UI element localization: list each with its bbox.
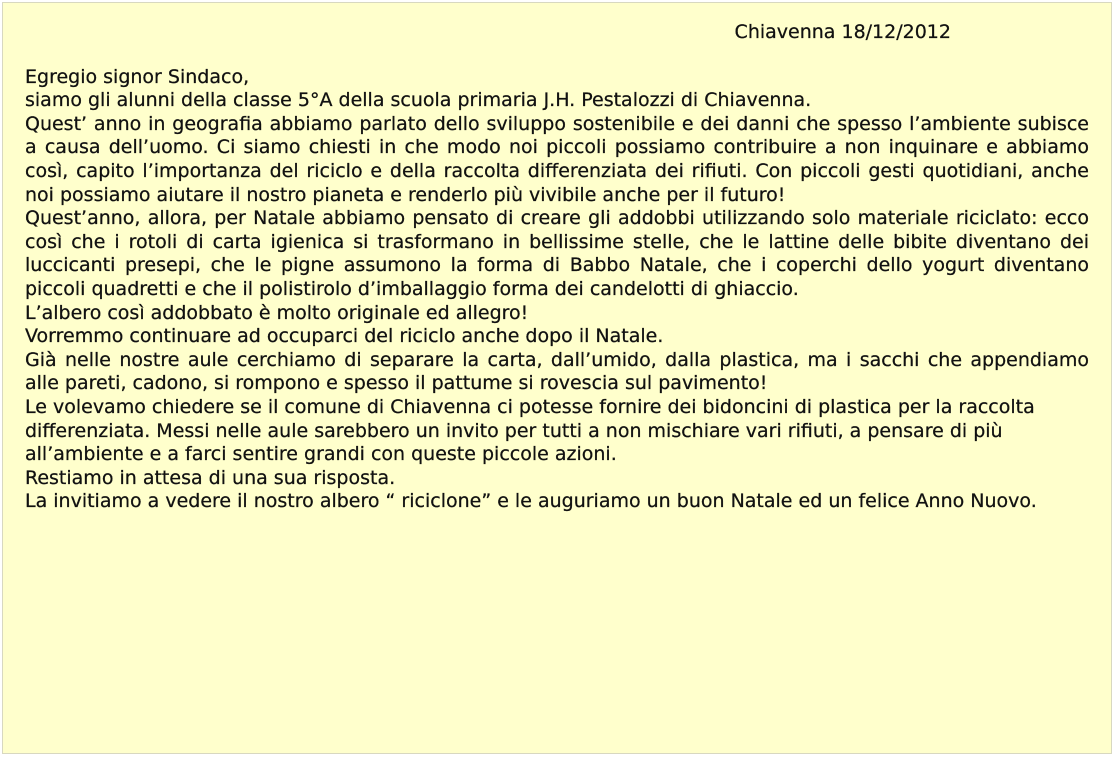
letter-date: Chiavenna 18/12/2012 — [734, 21, 951, 43]
letter-paragraph-tree: L’albero così addobbato è molto originale ed allegro! — [25, 301, 529, 324]
letter-paragraph-closing: La invitiamo a vedere il nostro albero “ riciclone” e le auguriamo un buon Natale ed un felice Anno Nuovo. — [25, 490, 1037, 513]
letter-salutation: Egregio signor Sindaco, — [25, 65, 250, 88]
letter-paragraph-classrooms: Già nelle nostre aule cerchiamo di separare la carta, dall’umido, dalla plastica, ma i sacchi che appendiamo alle pareti, cadono, si rompono e spesso il pattume si rovescia sul pavimento! — [25, 348, 1089, 395]
letter-paragraph-decorations: Quest’anno, allora, per Natale abbiamo pensato di creare gli addobbi utilizzando solo materiale riciclato: ecco così che i rotoli di carta igienica si trasformano in bellissime stelle, che le lattine delle bibite diventano dei luccicanti presepi, che le pigne assumono la forma di Babbo Natale, che i coperchi dello yogurt diventano piccoli quadretti e che il polistirolo d’imballaggio forma dei candelotti di ghiaccio. — [25, 207, 1089, 300]
letter-paragraph-awaiting: Restiamo in attesa di una sua risposta. — [25, 466, 396, 489]
letter-paragraph-geography: Quest’ anno in geografia abbiamo parlato dello sviluppo sostenibile e dei danni che spesso l’ambiente subisce a causa dell’uomo. Ci siamo chiesti in che modo noi piccoli possiamo contribuire a non inquinare e abbiamo così, capito l’importanza del riciclo e della raccolta differenziata dei rifiuti. Con piccoli gesti quotidiani, anche noi possiamo aiutare il nostro pianeta e renderlo più vivibile anche per il futuro! — [25, 112, 1089, 206]
letter-paragraph-intro: siamo gli alunni della classe 5°A della scuola primaria J.H. Pestalozzi di Chiavenna. — [25, 89, 812, 112]
letter-paragraph-continue: Vorremmo continuare ad occuparci del riciclo anche dopo il Natale. — [25, 325, 664, 348]
letter-paragraph-request: Le volevamo chiedere se il comune di Chiavenna ci potesse fornire dei bidoncini di plastica per la raccolta differenziata. Messi nelle aule sarebbero un invito per tutti a non mischiare vari rifiuti, a pensare di più all’ambiente e a farci sentire grandi con queste piccole azioni. — [25, 395, 1035, 466]
letter-text-box — [2, 2, 1112, 754]
